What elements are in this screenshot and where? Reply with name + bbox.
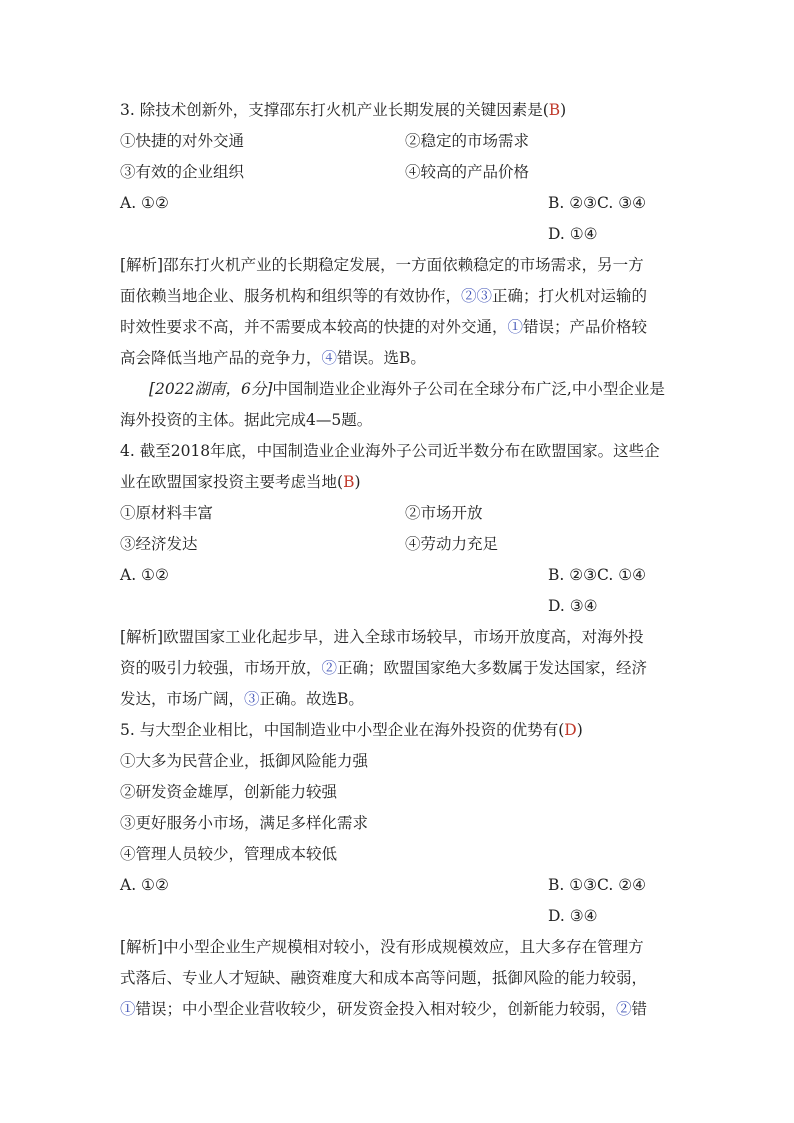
q3-choices-row1: [120, 188, 665, 219]
q5-choice-bc: B. ①③C. ②④: [548, 876, 646, 894]
q4-choice-a: A. ①②: [120, 566, 169, 584]
q4-analysis-line3: 发达，市场广阔，③正确。故选B。: [120, 690, 364, 708]
q3-analysis-line2: 面依赖当地企业、服务机构和组织等的有效协作，②③正确；打火机对运输的: [120, 287, 648, 305]
q5-analysis-line3: ①错误；中小型企业营收较少，研发资金投入相对较少，创新能力较弱，②错: [120, 1000, 648, 1018]
q5-option-2: ②研发资金雄厚，创新能力较强: [120, 783, 338, 801]
q5-option-1: ①大多为民营企业，抵御风险能力强: [120, 752, 369, 770]
q3-options-row1: [120, 126, 665, 157]
q5-analysis-line1: [解析]中小型企业生产规模相对较小，没有形成规模效应，且大多存在管理方: [120, 938, 644, 956]
intro-line1: [2022湖南，6分]中国制造业企业海外子公司在全球分布广泛,中小型企业是: [149, 380, 665, 398]
q5-answer: D: [564, 721, 577, 739]
q3-answer: B: [548, 101, 561, 119]
q5-choices-row1: [120, 870, 665, 901]
q3-choices-row2: [120, 219, 665, 250]
q3-option-3: ③有效的企业组织: [120, 163, 245, 181]
q4-choice-d: D. ③④: [548, 597, 598, 615]
q4-choices-row2: [120, 591, 665, 622]
q3-stem: 3. 除技术创新外，支撑邵东打火机产业长期发展的关键因素是(B): [120, 101, 567, 119]
q3-analysis-line1: [解析]邵东打火机产业的长期稳定发展，一方面依赖稳定的市场需求，另一方: [120, 256, 644, 274]
q3-choice-a: A. ①②: [120, 194, 169, 212]
q4-option-2: ②市场开放: [405, 504, 483, 522]
q5-choices-row2: [120, 901, 665, 932]
q3-option-4: ④较高的产品价格: [405, 163, 530, 181]
q3-choice-bc: B. ②③C. ③④: [548, 194, 646, 212]
intro-line2: 海外投资的主体。据此完成4—5题。: [120, 411, 373, 429]
q3-option-2: ②稳定的市场需求: [405, 132, 530, 150]
q4-analysis-line2: 资的吸引力较强，市场开放，②正确；欧盟国家绝大多数属于发达国家，经济: [120, 659, 648, 677]
q4-stem-line1: 4. 截至2018年底，中国制造业企业海外子公司近半数分布在欧盟国家。这些企: [120, 442, 660, 460]
q4-options-row1: [120, 498, 665, 529]
q3-options-row2: [120, 157, 665, 188]
document-page: [120, 95, 665, 1025]
q4-choices-row1: [120, 560, 665, 591]
q5-choice-a: A. ①②: [120, 876, 169, 894]
q5-analysis-line2: 式落后、专业人才短缺、融资难度大和成本高等问题，抵御风险的能力较弱，: [120, 969, 648, 987]
q5-option-4: ④管理人员较少，管理成本较低: [120, 845, 338, 863]
q4-option-1: ①原材料丰富: [120, 504, 214, 522]
q4-option-4: ④劳动力充足: [405, 535, 499, 553]
q3-analysis-line3: 时效性要求不高，并不需要成本较高的快捷的对外交通，①错误；产品价格较: [120, 318, 648, 336]
q5-choice-d: D. ③④: [548, 907, 598, 925]
q4-analysis-line1: [解析]欧盟国家工业化起步早，进入全球市场较早，市场开放度高，对海外投: [120, 628, 644, 646]
q4-choice-bc: B. ②③C. ①④: [548, 566, 646, 584]
q4-answer: B: [343, 473, 355, 491]
q3-analysis-line4: 高会降低当地产品的竞争力，④错误。选B。: [120, 349, 426, 367]
intro-source: [2022湖南，6分]: [149, 380, 273, 398]
q3-choice-d: D. ①④: [548, 225, 598, 243]
q4-option-3: ③经济发达: [120, 535, 198, 553]
q3-option-1: ①快捷的对外交通: [120, 132, 245, 150]
q5-option-3: ③更好服务小市场，满足多样化需求: [120, 814, 369, 832]
q4-options-row2: [120, 529, 665, 560]
q4-stem-line2: 业在欧盟国家投资主要考虑当地(B): [120, 473, 361, 491]
q5-stem: 5. 与大型企业相比，中国制造业中小型企业在海外投资的优势有(D): [120, 721, 583, 739]
